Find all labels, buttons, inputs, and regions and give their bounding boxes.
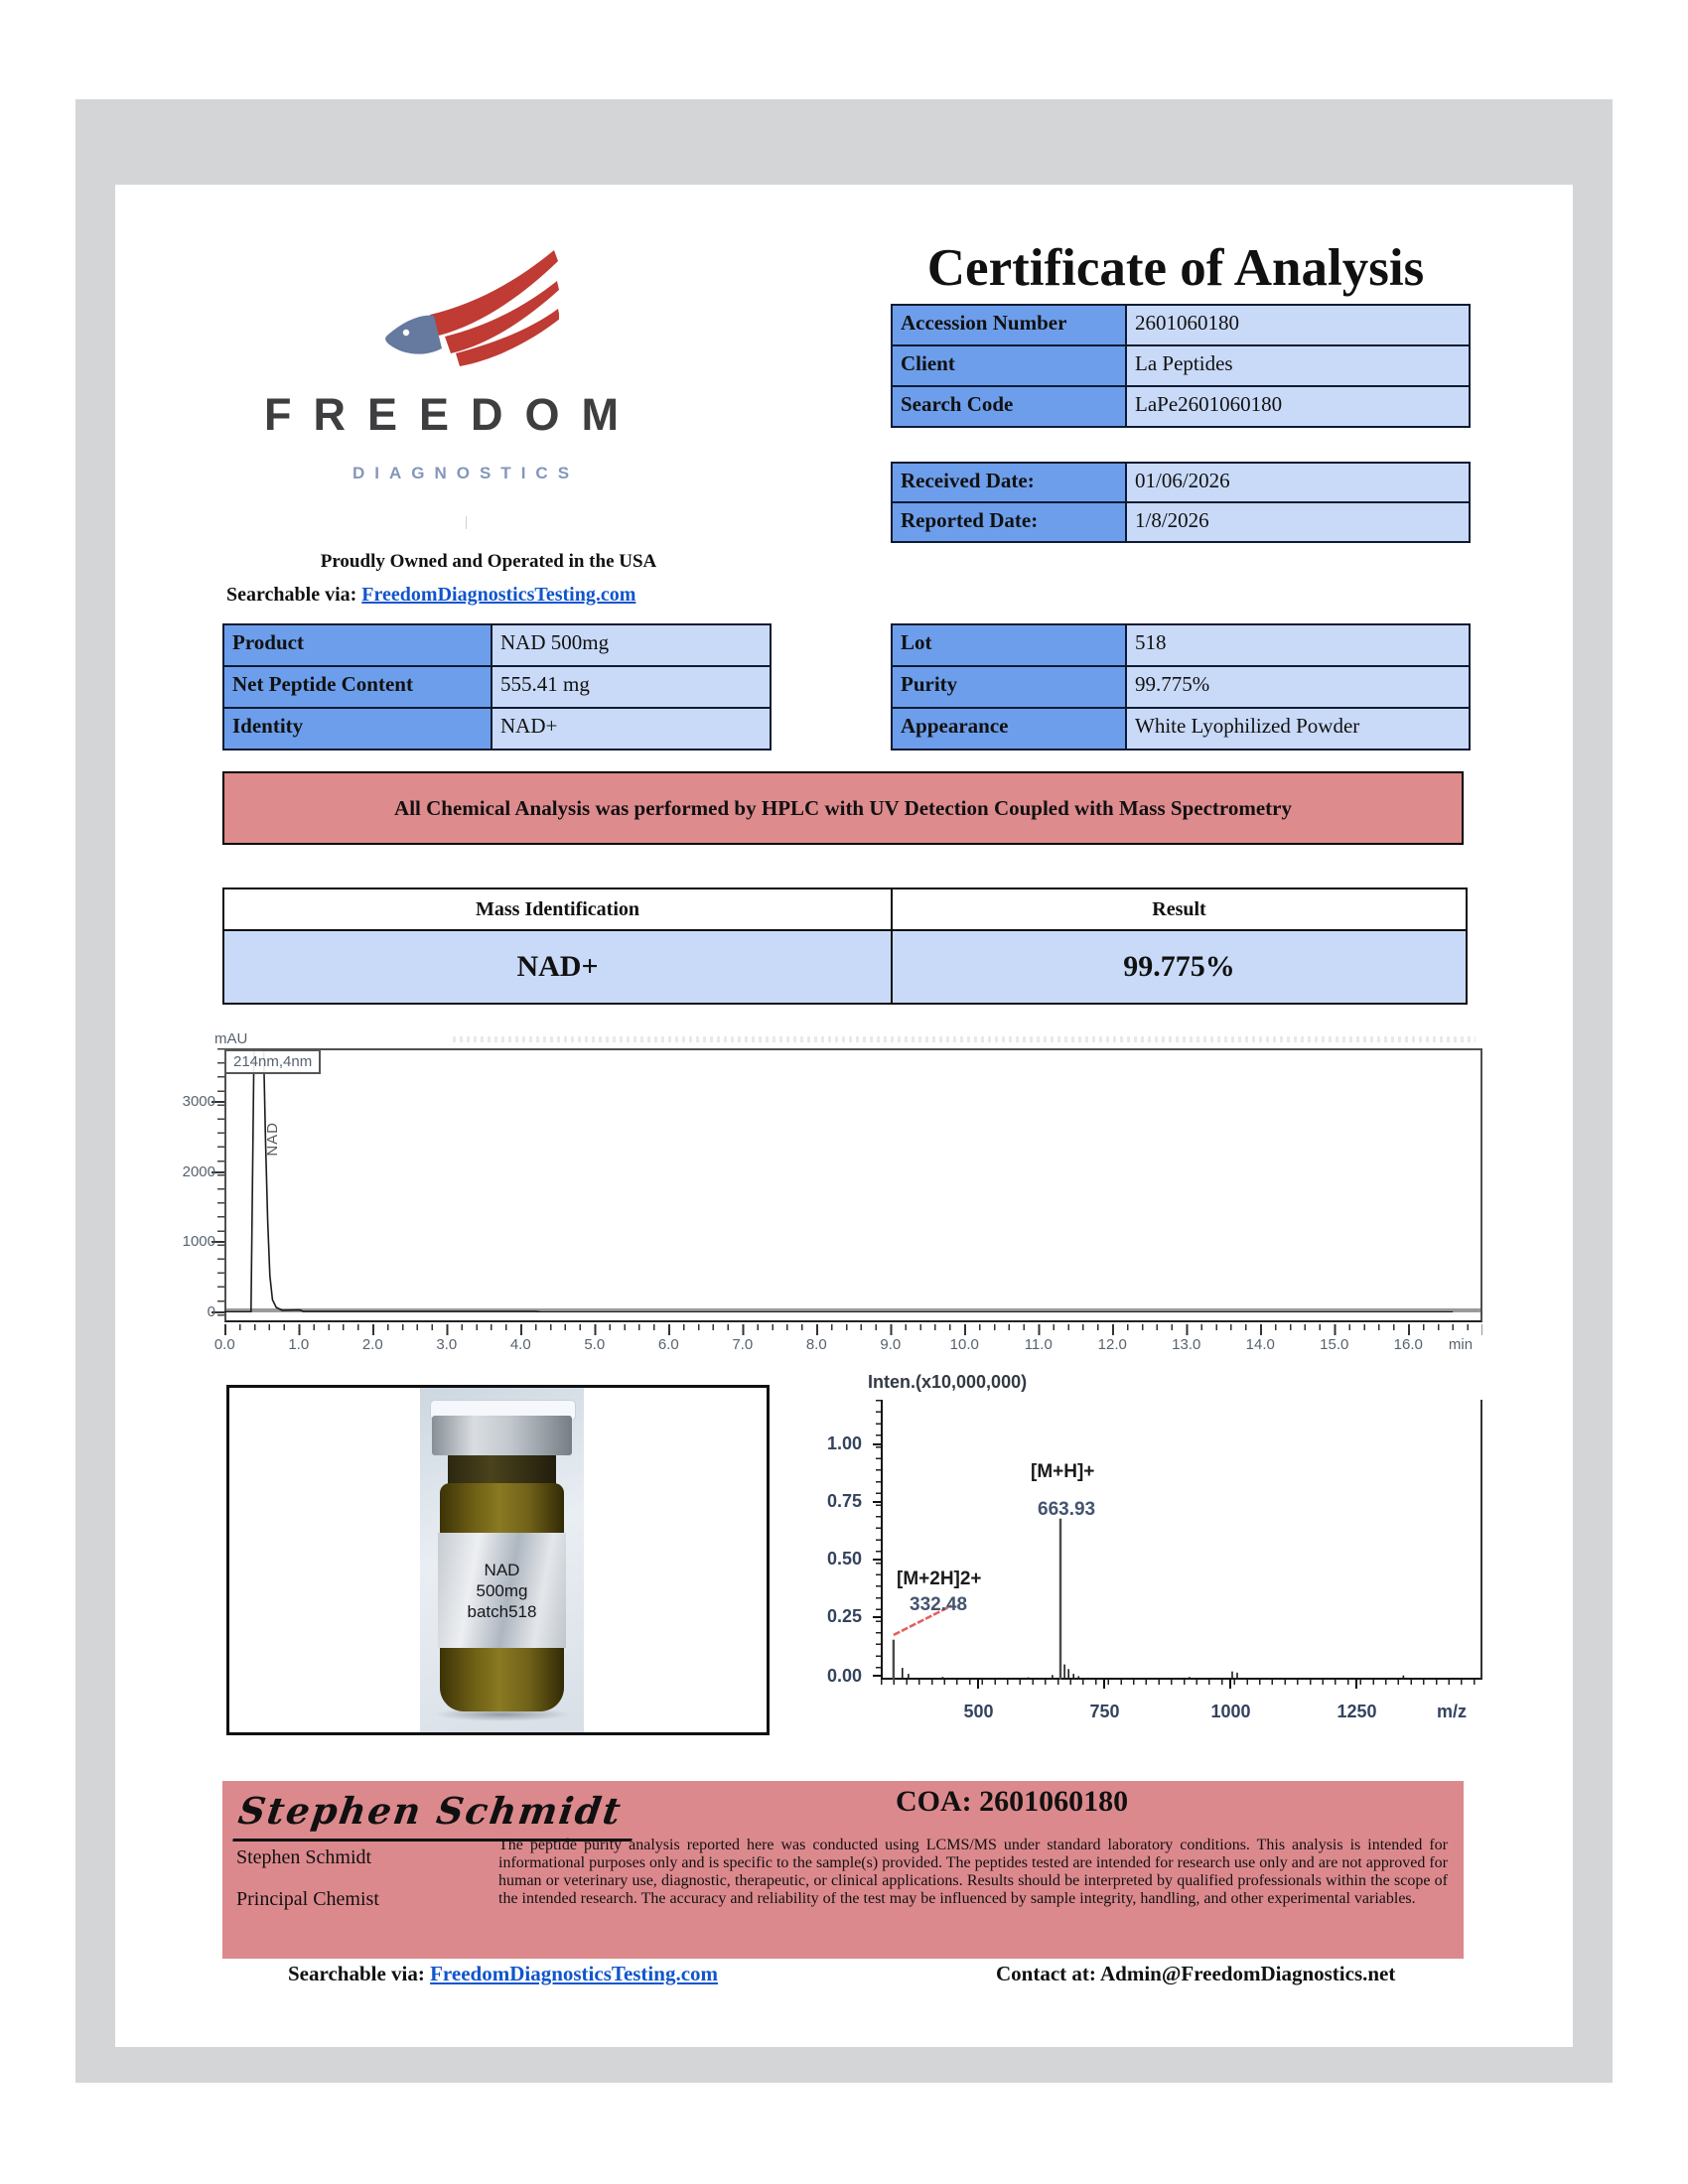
row-label: Lot: [893, 625, 1127, 665]
searchable-label: Searchable via:: [226, 584, 357, 606]
chromatogram-y-minor-ticks: [217, 1048, 224, 1322]
signature-script: Stephen Schmidt: [232, 1789, 638, 1842]
page-title: Certificate of Analysis: [926, 239, 1425, 297]
chromatogram-x-major-ticks: [224, 1324, 1482, 1335]
peak1-mz-value: 332.48: [910, 1594, 968, 1615]
brand-name: FREEDOM: [264, 389, 640, 440]
y-tick-label: 0.00: [826, 1666, 862, 1686]
vial-cap: [432, 1416, 572, 1455]
table-row: [893, 464, 1469, 503]
y-tick-label: 3000: [182, 1093, 215, 1110]
row-value: NAD+: [492, 709, 770, 749]
table-row: [893, 503, 1469, 541]
searchable-link[interactable]: FreedomDiagnosticsTesting.com: [361, 584, 636, 606]
vial-label-line: 500mg: [476, 1580, 528, 1600]
chromatogram-x-unit: min: [1448, 1336, 1474, 1353]
table-row: [224, 625, 770, 667]
brand-subname: DIAGNOSTICS: [352, 464, 580, 482]
row-label: Search Code: [893, 387, 1127, 426]
table-row: [224, 667, 770, 709]
y-tick-label: 0.25: [826, 1606, 862, 1626]
row-label: Product: [224, 625, 492, 665]
spectrum-x-minor-ticks: [881, 1680, 1482, 1685]
y-tick-label: 0.75: [826, 1491, 862, 1511]
spectrum-x-tick-labels: 500 750 1000 1250: [963, 1702, 1377, 1721]
mass-id-value: NAD+: [224, 931, 893, 1003]
searchable-line: [226, 584, 635, 607]
disclaimer-text: The peptide purity analysis reported here was conducted using LCMS/MS under standard laboratory conditions. This analysis is intended for informational purposes only and is specific to the sample(s) provided. The peptides tested are intended for research use only and are not approved for human or veterinary use, diagnostic, therapeutic, or clinical applications. Results should be interpreted by qualified professionals within the scope of the intended research. The accuracy and reliability of the test may be influenced by sample integrity, handling, and other experimental variables.: [498, 1837, 1448, 1907]
footer-searchable-line: [288, 1962, 718, 1986]
row-label: Net Peptide Content: [224, 667, 492, 707]
signatory-role: Principal Chemist: [236, 1888, 379, 1910]
x-tick: [977, 1680, 979, 1689]
signatory-name: Stephen Schmidt: [236, 1846, 372, 1868]
row-label: Identity: [224, 709, 492, 749]
peak1-ion-label: [M+2H]2+: [897, 1569, 982, 1589]
row-label: Accession Number: [893, 306, 1127, 344]
vial-photo: [420, 1388, 584, 1732]
scan-artifact: |: [465, 514, 469, 530]
y-tick: [873, 1616, 881, 1618]
method-banner: All Chemical Analysis was performed by HPLC with UV Detection Coupled with Mass Spectrometry: [222, 771, 1464, 845]
y-tick: [873, 1675, 881, 1677]
y-tick-label: 0.50: [826, 1549, 862, 1569]
eagle-logo-icon: [383, 248, 559, 383]
spectrum-peaks: [881, 1400, 1482, 1680]
chromatogram-legend: 214nm,4nm: [224, 1049, 321, 1074]
row-value: 01/06/2026: [1127, 464, 1469, 501]
table-row: [893, 625, 1469, 667]
row-label: Purity: [893, 667, 1127, 707]
peak2-mz-value: 663.93: [1038, 1499, 1096, 1520]
certificate-document: [115, 185, 1573, 2047]
table-row: [893, 709, 1469, 749]
vial-label-line: batch518: [467, 1601, 537, 1621]
spectrum-title: Inten.(x10,000,000): [868, 1372, 1028, 1392]
row-label: Appearance: [893, 709, 1127, 749]
row-value: 518: [1127, 625, 1469, 665]
row-label: Client: [893, 346, 1127, 385]
mass-identification-table: [222, 887, 1468, 1005]
row-label: Reported Date:: [893, 503, 1127, 541]
y-tick-label: 1000: [182, 1233, 215, 1250]
row-value: LaPe2601060180: [1127, 387, 1469, 426]
lot-table: [891, 623, 1471, 751]
y-tick-label: 1.00: [826, 1433, 862, 1453]
chromatogram-x-tick-labels: 0.0 1.0 2.0 3.0 4.0 5.0 6.0 7.0 8.0 9.0 10.0 11.0 12.0 13.0 14.0 15.0 16.0: [213, 1336, 1423, 1353]
y-tick: [873, 1501, 881, 1503]
x-tick: [1355, 1680, 1357, 1689]
table-row: [224, 709, 770, 749]
row-value: 2601060180: [1127, 306, 1469, 344]
row-value: 1/8/2026: [1127, 503, 1469, 541]
table-row: [893, 667, 1469, 709]
footer-searchable-label: Searchable via:: [288, 1962, 425, 1985]
row-label: Received Date:: [893, 464, 1127, 501]
result-header: Result: [1152, 897, 1206, 920]
mass-id-header: Mass Identification: [224, 889, 893, 929]
table-row: [893, 346, 1469, 387]
y-tick: [873, 1559, 881, 1561]
x-tick: [1103, 1680, 1105, 1689]
scan-noise: [453, 1036, 1476, 1042]
vial-label: [438, 1533, 566, 1648]
y-tick-label: 2000: [182, 1163, 215, 1180]
row-value: White Lyophilized Powder: [1127, 709, 1469, 749]
peak2-ion-label: [M+H]+: [1031, 1461, 1095, 1482]
row-value: NAD 500mg: [492, 625, 770, 665]
spectrum-x-unit: m/z: [1436, 1702, 1467, 1721]
chromatogram-trace: [224, 1048, 1482, 1312]
vial-label-line: NAD: [484, 1560, 520, 1579]
table-row: [893, 387, 1469, 426]
accession-info-table: [891, 304, 1471, 428]
vial-neck: [448, 1455, 556, 1486]
row-value: 555.41 mg: [492, 667, 770, 707]
signature-block: [222, 1781, 1464, 1959]
dates-table: [891, 462, 1471, 543]
row-value: La Peptides: [1127, 346, 1469, 385]
y-tick-label: 0: [207, 1303, 215, 1320]
y-tick: [873, 1443, 881, 1445]
chromatogram-peak-label: NAD: [264, 1122, 281, 1157]
vial-body: [440, 1483, 564, 1711]
product-table: [222, 623, 772, 751]
page-frame: [75, 99, 1613, 2083]
vial-photo-box: [226, 1385, 770, 1735]
x-tick: [1229, 1680, 1231, 1689]
coa-number: COA: 2601060180: [896, 1785, 1129, 1818]
footer-contact: Contact at: Admin@FreedomDiagnostics.net: [996, 1962, 1396, 1985]
footer-searchable-link[interactable]: FreedomDiagnosticsTesting.com: [430, 1962, 719, 1985]
table-row: [893, 306, 1469, 346]
brand-tagline: Proudly Owned and Operated in the USA: [320, 551, 657, 572]
row-value: 99.775%: [1127, 667, 1469, 707]
chromatogram-y-axis-label: mAU: [214, 1030, 248, 1047]
result-value: 99.775%: [1123, 950, 1235, 983]
